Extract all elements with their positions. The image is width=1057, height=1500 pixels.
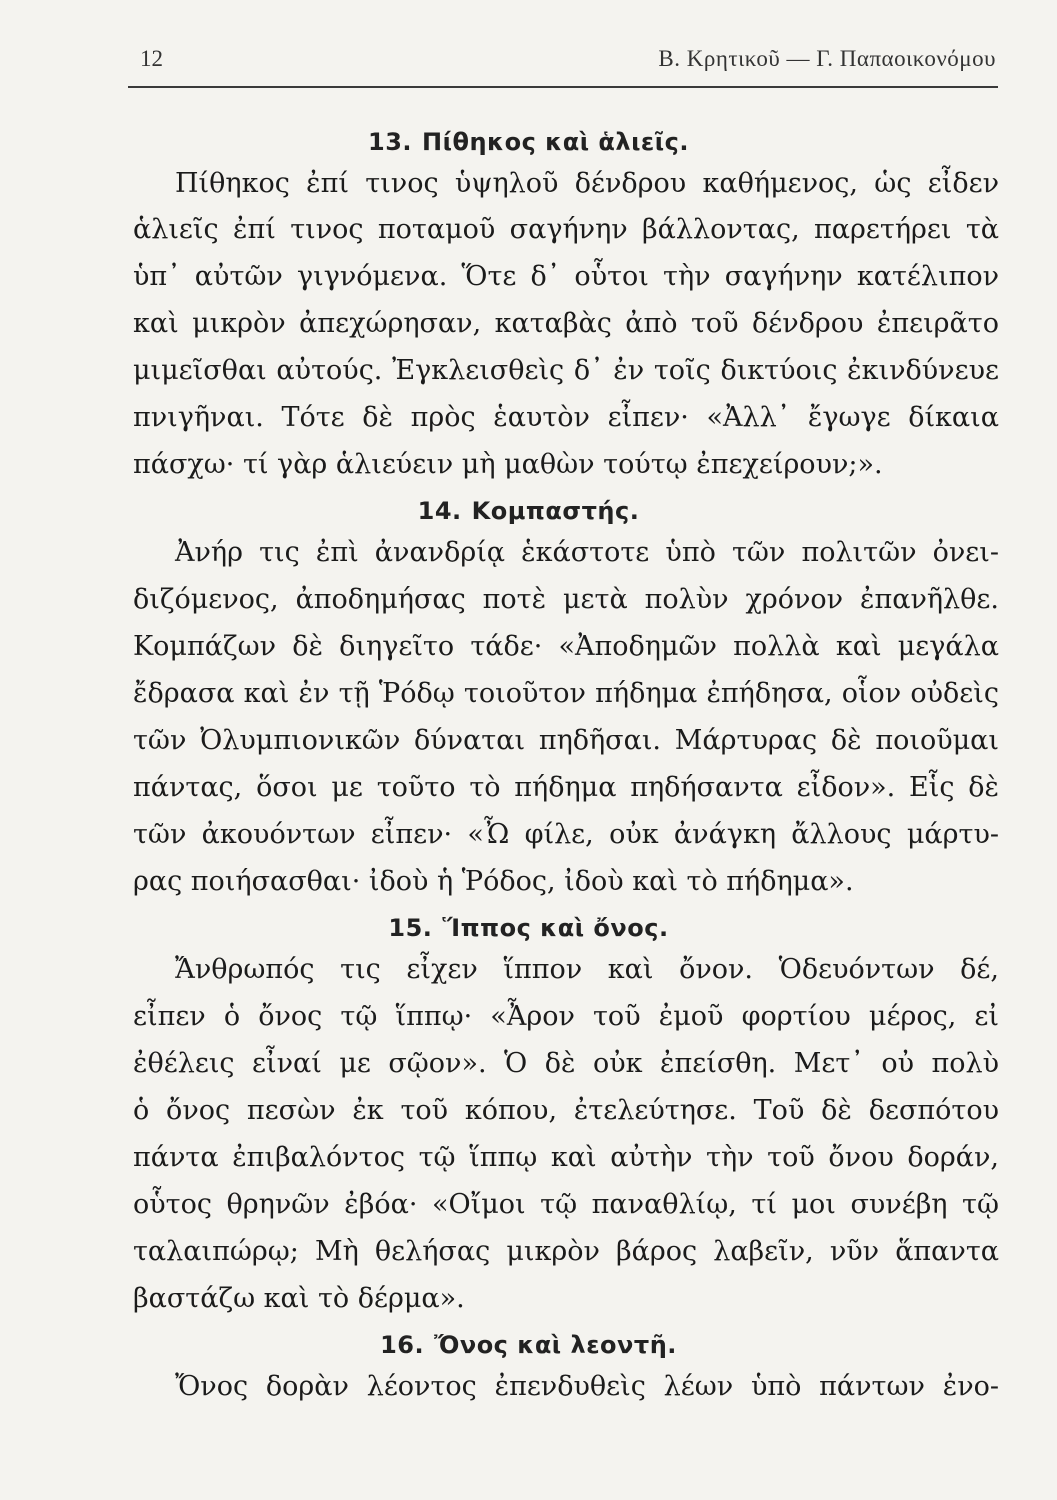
section-title: Ὄνος καὶ λεοντῆ. <box>434 1331 677 1359</box>
paragraph-line: Ὄνος δορὰν λέοντος ἐπενδυθεὶς λέων ὑπὸ πάντων ἐνο- <box>175 1371 999 1402</box>
paragraph-line: ὑπ᾽ αὐτῶν γιγνόμενα. Ὅτε δ᾽ οὗτοι τὴν σαγήνην κατέλιπον <box>133 261 999 292</box>
header-rule <box>128 86 998 88</box>
paragraph-line: Πίθηκος ἐπί τινος ὑψηλοῦ δένδρου καθήμενος, ὡς εἶδεν <box>175 168 999 199</box>
paragraph-line: ἁλιεῖς ἐπί τινος ποταμοῦ σαγήνην βάλλοντας, παρετήρει τὰ <box>133 214 999 245</box>
section-heading <box>0 497 1057 525</box>
running-head <box>128 46 996 76</box>
section-heading <box>0 1331 1057 1359</box>
section-number: 15. <box>388 914 433 942</box>
paragraph-line: ὁ ὄνος πεσὼν ἐκ τοῦ κόπου, ἐτελεύτησε. Τοῦ δὲ δεσπότου <box>133 1095 999 1126</box>
section-heading <box>0 914 1057 942</box>
paragraph-line: καὶ μικρὸν ἀπεχώρησαν, καταβὰς ἀπὸ τοῦ δένδρου ἐπειρᾶτο <box>133 308 999 339</box>
section-number: 16. <box>380 1331 425 1359</box>
paragraph-line: ταλαιπώρῳ; Μὴ θελήσας μικρὸν βάρος λαβεῖν, νῦν ἅπαντα <box>133 1236 999 1267</box>
paragraph-line: Ἀνήρ τις ἐπὶ ἀνανδρίᾳ ἑκάστοτε ὑπὸ τῶν πολιτῶν ὀνει- <box>175 537 999 568</box>
section-number: 14. <box>417 497 462 525</box>
section-title: Πίθηκος καὶ ἁλιεῖς. <box>422 128 689 156</box>
section-number: 13. <box>368 128 413 156</box>
paragraph-line: πάντα ἐπιβαλόντος τῷ ἵππῳ καὶ αὐτὴν τὴν τοῦ ὄνου δοράν, <box>133 1142 999 1173</box>
paragraph-line: Ἄνθρωπός τις εἶχεν ἵππον καὶ ὄνον. Ὁδευόντων δέ, <box>175 954 999 985</box>
paragraph-line: ἔδρασα καὶ ἐν τῇ Ῥόδῳ τοιοῦτον πήδημα ἐπήδησα, οἷον οὐδεὶς <box>133 678 999 709</box>
section-title: Κομπαστής. <box>471 497 640 525</box>
paragraph-line: οὗτος θρηνῶν ἐβόα· «Οἴμοι τῷ παναθλίῳ, τί μοι συνέβη τῷ <box>133 1189 999 1220</box>
paragraph-line: διζόμενος, ἀποδημήσας ποτὲ μετὰ πολὺν χρόνον ἐπανῆλθε. <box>133 584 999 615</box>
paragraph-line: τῶν Ὀλυμπιονικῶν δύναται πηδῆσαι. Μάρτυρας δὲ ποιοῦμαι <box>133 725 999 756</box>
paragraph-line: βαστάζω καὶ τὸ δέρμα». <box>133 1283 465 1314</box>
paragraph-line: ἐθέλεις εἶναί με σῷον». Ὁ δὲ οὐκ ἐπείσθη. Μετ᾽ οὐ πολὺ <box>133 1048 999 1079</box>
section-heading <box>0 128 1057 156</box>
paragraph-line: πάντας, ὅσοι με τοῦτο τὸ πήδημα πηδήσαντα εἶδον». Εἷς δὲ <box>133 772 999 803</box>
section-title: Ἵππος καὶ ὄνος. <box>442 914 669 942</box>
paragraph-line: τῶν ἀκουόντων εἶπεν· «Ὦ φίλε, οὐκ ἀνάγκη ἄλλους μάρτυ- <box>133 819 999 850</box>
paragraph-line: πάσχω· τί γὰρ ἁλιεύειν μὴ μαθὼν τούτῳ ἐπεχείρουν;». <box>133 449 883 480</box>
paragraph-line: ρας ποιήσασθαι· ἰδοὺ ἡ Ῥόδος, ἰδοὺ καὶ τὸ πήδημα». <box>133 866 854 897</box>
paragraph-line: πνιγῆναι. Τότε δὲ πρὸς ἑαυτὸν εἶπεν· «Ἀλλ᾽ ἔγωγε δίκαια <box>133 402 999 433</box>
paragraph-line: εἶπεν ὁ ὄνος τῷ ἵππῳ· «Ἆρον τοῦ ἐμοῦ φορτίου μέρος, εἰ <box>133 1001 999 1032</box>
paragraph-line: Κομπάζων δὲ διηγεῖτο τάδε· «Ἀποδημῶν πολλὰ καὶ μεγάλα <box>133 631 999 662</box>
paragraph-line: μιμεῖσθαι αὐτούς. Ἐγκλεισθεὶς δ᾽ ἐν τοῖς δικτύοις ἐκινδύνευε <box>133 355 999 386</box>
page-number: 12 <box>140 46 163 71</box>
running-title: Β. Κρητικοῦ — Γ. Παπαοικονόμου <box>658 46 996 71</box>
